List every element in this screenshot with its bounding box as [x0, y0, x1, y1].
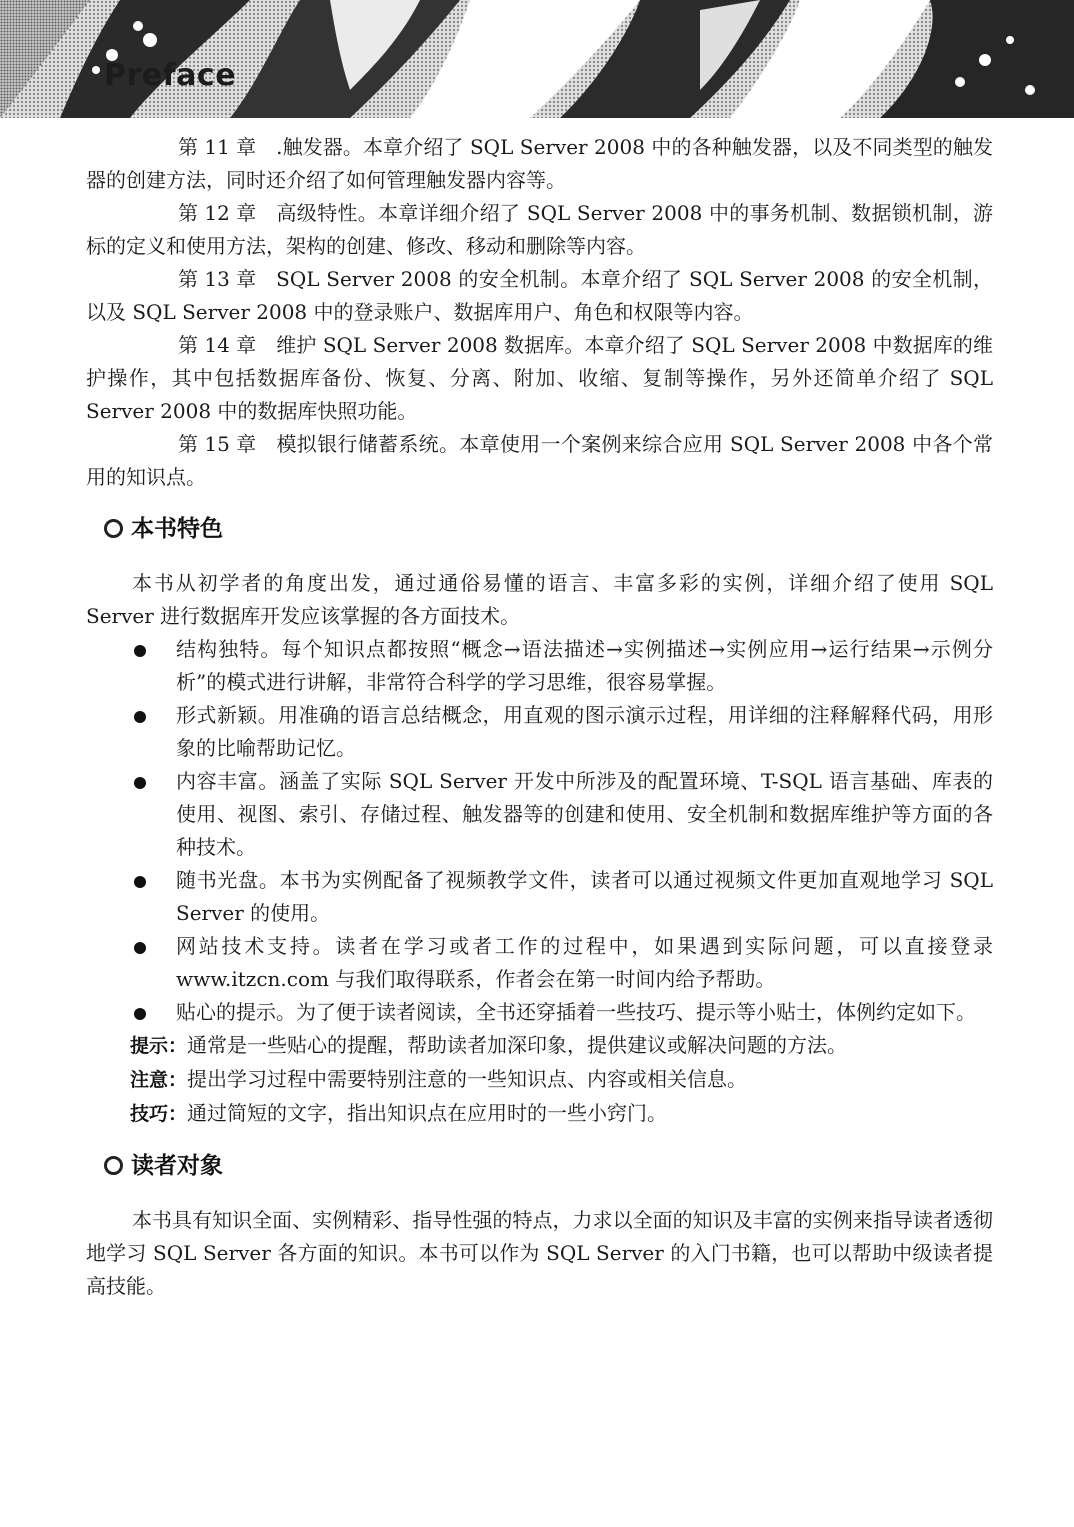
chapter-heading: 第 14 章 [178, 333, 257, 357]
bullet-dot-icon [134, 645, 146, 657]
feature-list [86, 633, 993, 1029]
feature-text: 形式新颖。用准确的语言总结概念，用直观的图示演示过程，用详细的注释解释代码，用形象的比喻帮助记忆。 [176, 703, 993, 760]
bullet-dot-icon [134, 942, 146, 954]
note-text: 通过简短的文字，指出知识点在应用时的一些小窍门。 [187, 1101, 668, 1125]
bullet-dot-icon [134, 876, 146, 888]
note-row [130, 1097, 993, 1131]
chapter-heading: 第 15 章 [178, 432, 257, 456]
chapter-text: 维护 SQL Server 2008 数据库。本章介绍了 SQL Server 2008 中数据库的维护操作，其中包括数据库备份、恢复、分离、附加、收缩、复制等操作，另外还简单介绍了 SQL Server 2008 中的数据库快照功能。 [86, 333, 993, 423]
feature-item [86, 633, 993, 699]
chapter-summaries [86, 131, 993, 494]
feature-text: 结构独特。每个知识点都按照“概念→语法描述→实例描述→实例应用→运行结果→示例分析”的模式进行讲解，非常符合科学的学习思维，很容易掌握。 [176, 637, 993, 694]
feature-item [86, 930, 993, 996]
features-intro: 本书从初学者的角度出发，通过通俗易懂的语言、丰富多彩的实例，详细介绍了使用 SQL Server 进行数据库开发应该掌握的各方面技术。 [86, 571, 993, 628]
feature-text: 随书光盘。本书为实例配备了视频教学文件，读者可以通过视频文件更加直观地学习 SQL Server 的使用。 [176, 868, 993, 925]
note-label: 提示： [130, 1035, 188, 1057]
chapter-heading: 第 13 章 [178, 267, 257, 291]
ring-bullet-icon [104, 1156, 123, 1175]
note-label: 注意： [130, 1069, 188, 1091]
chapter-text: .触发器。本章介绍了 SQL Server 2008 中的各种触发器，以及不同类型的触发器的创建方法，同时还介绍了如何管理触发器内容等。 [86, 135, 993, 192]
page-content [86, 131, 993, 1303]
feature-text: 内容丰富。涵盖了实际 SQL Server 开发中所涉及的配置环境、T-SQL 语言基础、库表的使用、视图、索引、存储过程、触发器等的创建和使用、安全机制和数据库维护等方面的各种技术。 [176, 769, 993, 859]
feature-item [86, 765, 993, 864]
feature-text: 贴心的提示。为了便于读者阅读，全书还穿插着一些技巧、提示等小贴士，体例约定如下。 [176, 1000, 976, 1024]
ring-bullet-icon [104, 519, 123, 538]
chapter-text: 高级特性。本章详细介绍了 SQL Server 2008 中的事务机制、数据锁机制，游标的定义和使用方法，架构的创建、修改、移动和删除等内容。 [86, 201, 993, 258]
bullet-dot-icon [134, 711, 146, 723]
feature-item [86, 864, 993, 930]
readers-heading-text: 读者对象 [131, 1152, 223, 1179]
chapter-paragraph [86, 263, 993, 329]
note-text: 通常是一些贴心的提醒，帮助读者加深印象，提供建议或解决问题的方法。 [187, 1033, 848, 1057]
header-banner [0, 0, 1074, 118]
feature-item [86, 699, 993, 765]
bullet-dot-icon [134, 777, 146, 789]
feature-item [86, 996, 993, 1029]
chapter-paragraph [86, 428, 993, 494]
chapter-text: SQL Server 2008 的安全机制。本章介绍了 SQL Server 2008 的安全机制，以及 SQL Server 2008 中的登录账户、数据库用户、角色和权限等内容。 [86, 267, 993, 324]
features-heading [104, 509, 993, 543]
readers-heading [104, 1146, 993, 1180]
chapter-text: 模拟银行储蓄系统。本章使用一个案例来综合应用 SQL Server 2008 中各个常用的知识点。 [86, 432, 993, 489]
note-row [130, 1029, 993, 1063]
note-label: 技巧： [130, 1103, 188, 1125]
preface-label: Preface [104, 58, 237, 93]
chapter-heading: 第 11 章 [178, 135, 257, 159]
chapter-paragraph [86, 329, 993, 428]
feature-text: 网站技术支持。读者在学习或者工作的过程中，如果遇到实际问题，可以直接登录 www.itzcn.com 与我们取得联系，作者会在第一时间内给予帮助。 [176, 934, 993, 991]
features-heading-text: 本书特色 [131, 515, 223, 542]
bullet-dot-icon [134, 1008, 146, 1020]
chapter-heading: 第 12 章 [178, 201, 257, 225]
note-row [130, 1063, 993, 1097]
convention-notes [86, 1029, 993, 1131]
readers-text: 本书具有知识全面、实例精彩、指导性强的特点，力求以全面的知识及丰富的实例来指导读者透彻地学习 SQL Server 各方面的知识。本书可以作为 SQL Server 的入门书籍，也可以帮助中级读者提高技能。 [86, 1208, 993, 1298]
note-text: 提出学习过程中需要特别注意的一些知识点、内容或相关信息。 [187, 1067, 748, 1091]
chapter-paragraph [86, 131, 993, 197]
chapter-paragraph [86, 197, 993, 263]
